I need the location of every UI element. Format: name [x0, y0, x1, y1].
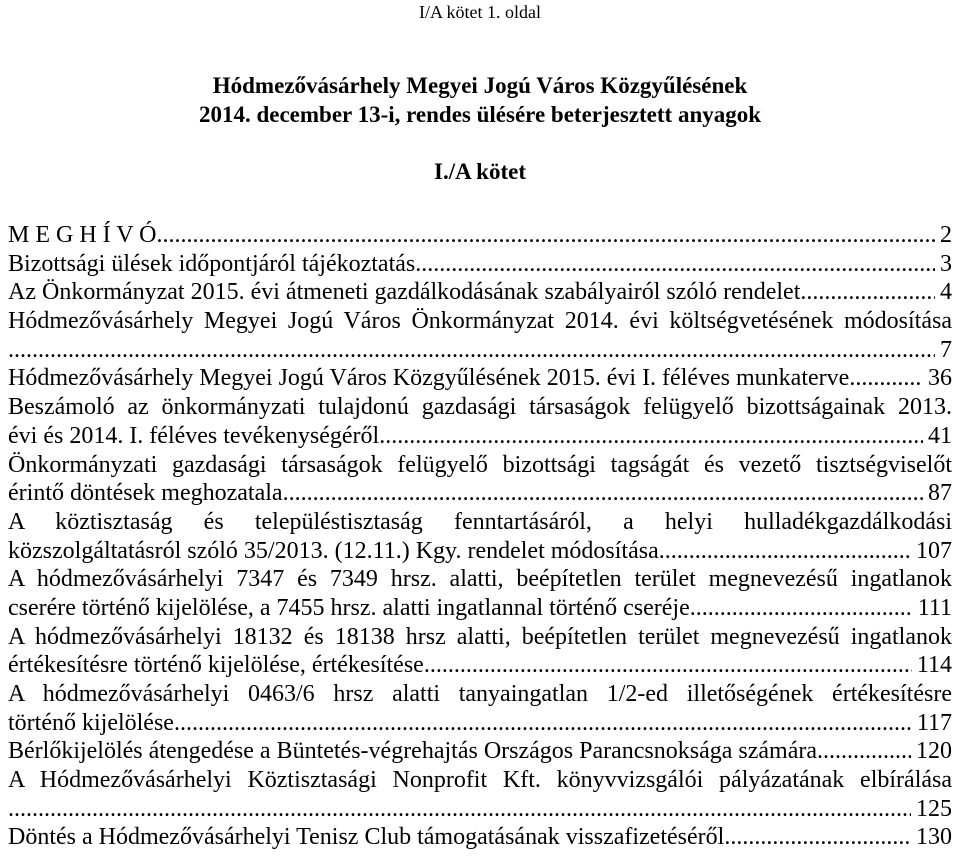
toc-entry-last-line [8, 250, 952, 279]
toc-entry-page-number: 114 [916, 652, 952, 679]
toc-entry-page-number: 111 [917, 594, 952, 621]
toc-entry-title-text: Bizottsági ülések időpontjáról tájékoztatás [8, 250, 416, 277]
toc-entry-title-text: cserére történő kijelölése, a 7455 hrsz. alatti ingatlannal történő cseréje. [8, 594, 696, 621]
toc-entry-last-line [8, 594, 952, 623]
toc-entry-title-line: Beszámoló az önkormányzati tulajdonú gazdasági társaságok felügyelő bizottságainak 2013. [8, 394, 952, 421]
dot-leader [817, 737, 911, 766]
toc-entry-title-text: érintő döntések meghozatala [8, 480, 283, 507]
dot-leader [849, 364, 923, 393]
toc-entry[interactable] [8, 307, 952, 364]
dot-leader [174, 709, 912, 738]
dot-leader [800, 278, 935, 307]
toc-entry[interactable] [8, 823, 952, 852]
toc-entry-page-number: 117 [916, 709, 952, 736]
toc-entry-last-line [8, 651, 952, 680]
toc-entry-page-number: 7 [940, 336, 952, 363]
toc-entry-title-line: A hódmezővásárhelyi 18132 és 18138 hrsz alatti, beépítetlen terület megnevezésű ingatlanok [8, 623, 952, 650]
toc-entry[interactable] [8, 364, 952, 393]
toc-entry[interactable] [8, 623, 952, 680]
toc-entry-page-number: 41 [928, 422, 952, 449]
toc-entry-title-text: Döntés a Hódmezővásárhelyi Tenisz Club támogatásának visszafizetéséről [8, 824, 725, 851]
dot-leader [8, 336, 935, 365]
toc-entry-last-line [8, 737, 952, 766]
toc-entry-page-number: 36 [928, 365, 952, 392]
dot-leader [659, 537, 911, 566]
document-title-line-1: Hódmezővásárhely Megyei Jogú Város Közgyűlésének [212, 73, 748, 98]
toc-entry-last-line [8, 364, 952, 393]
toc-entry-last-line [8, 479, 952, 508]
dot-leader [724, 823, 911, 852]
toc-entry-title-line: A hódmezővásárhelyi 7347 és 7349 hrsz. alatti, beépítetlen terület megnevezésű ingatlanok [8, 566, 952, 593]
toc-entry-page-number: 3 [940, 250, 952, 277]
toc-entry-title-text: közszolgáltatásról szóló 35/2013. (12.11.) Kgy. rendelet módosítása [8, 537, 659, 564]
toc-entry[interactable] [8, 278, 952, 307]
toc-entry-title-line: A hódmezővásárhelyi 0463/6 hrsz alatti tanyaingatlan 1/2-ed illetőségének értékesítésre [8, 681, 952, 707]
toc-entry-page-number: 87 [928, 480, 952, 507]
toc-entry-last-line [8, 537, 952, 566]
toc-entry-page-number: 125 [916, 795, 952, 822]
toc-entry[interactable] [8, 451, 952, 508]
dot-leader [415, 250, 935, 279]
page-header-label: I/A kötet 1. oldal [419, 2, 541, 22]
toc-entry-title-line: Önkormányzati gazdasági társaságok felügyelő bizottsági tagságát és vezető tisztségviselőt [8, 451, 952, 478]
toc-entry-last-line [8, 221, 952, 250]
toc-entry-title-text: értékesítésre történő kijelölése, értékesítése [8, 652, 424, 679]
toc-entry-title-text: Hódmezővásárhely Megyei Jogú Város Közgyűlésének 2015. évi I. féléves munkaterve [8, 365, 850, 392]
toc-entry[interactable] [8, 393, 952, 450]
toc-entry-last-line [8, 278, 952, 307]
toc-entry-page-number: 130 [916, 824, 952, 851]
toc-entry-page-number: 107 [916, 537, 952, 564]
toc-entry[interactable] [8, 508, 952, 565]
dot-leader [8, 795, 911, 824]
toc-entry-title-text: évi és 2014. I. féléves tevékenységéről [8, 422, 380, 449]
toc-entry-title-line: A Hódmezővásárhelyi Köztisztasági Nonprofit Kft. könyvvizsgálói pályázatának elbírálása [8, 767, 952, 794]
dot-leader [379, 422, 923, 451]
toc-entry[interactable] [8, 250, 952, 279]
toc-entry-last-line [8, 709, 952, 738]
toc-entry[interactable] [8, 221, 952, 250]
toc-entry[interactable] [8, 766, 952, 823]
toc-entry-last-line [8, 422, 952, 451]
toc-entry-title-text: Bérlőkijelölés átengedése a Büntetés-végrehajtás Országos Parancsnoksága számára [8, 738, 818, 765]
dot-leader [156, 221, 935, 250]
toc-entry-title-line: A köztisztaság és településtisztaság fenntartásáról, a helyi hulladékgazdálkodási [8, 508, 952, 535]
dot-leader [696, 594, 913, 623]
toc-entry-page-number: 4 [940, 279, 952, 306]
dot-leader [283, 479, 923, 508]
toc-entry-title-line: Hódmezővásárhely Megyei Jogú Város Önkormányzat 2014. évi költségvetésének módosítása [8, 308, 952, 335]
toc-entry-page-number: 2 [940, 222, 952, 248]
toc-entry-last-line [8, 336, 952, 365]
document-title-line-2: 2014. december 13-i, rendes ülésére beterjesztett anyagok [198, 102, 762, 127]
volume-heading: I./A kötet [434, 159, 526, 184]
toc-entry[interactable] [8, 680, 952, 737]
toc-entry-title-text: történő kijelölése [8, 709, 174, 736]
toc-entry-page-number: 120 [916, 738, 952, 765]
toc-entry[interactable] [8, 737, 952, 766]
toc-entry[interactable] [8, 565, 952, 622]
table-of-contents [8, 221, 952, 852]
toc-entry-last-line [8, 823, 952, 852]
dot-leader [424, 651, 912, 680]
toc-entry-last-line [8, 795, 952, 824]
toc-entry-title-text: Az Önkormányzat 2015. évi átmeneti gazdálkodásának szabályairól szóló rendelet [8, 279, 801, 306]
toc-entry-title-text: M E G H Í V Ó [8, 222, 157, 248]
